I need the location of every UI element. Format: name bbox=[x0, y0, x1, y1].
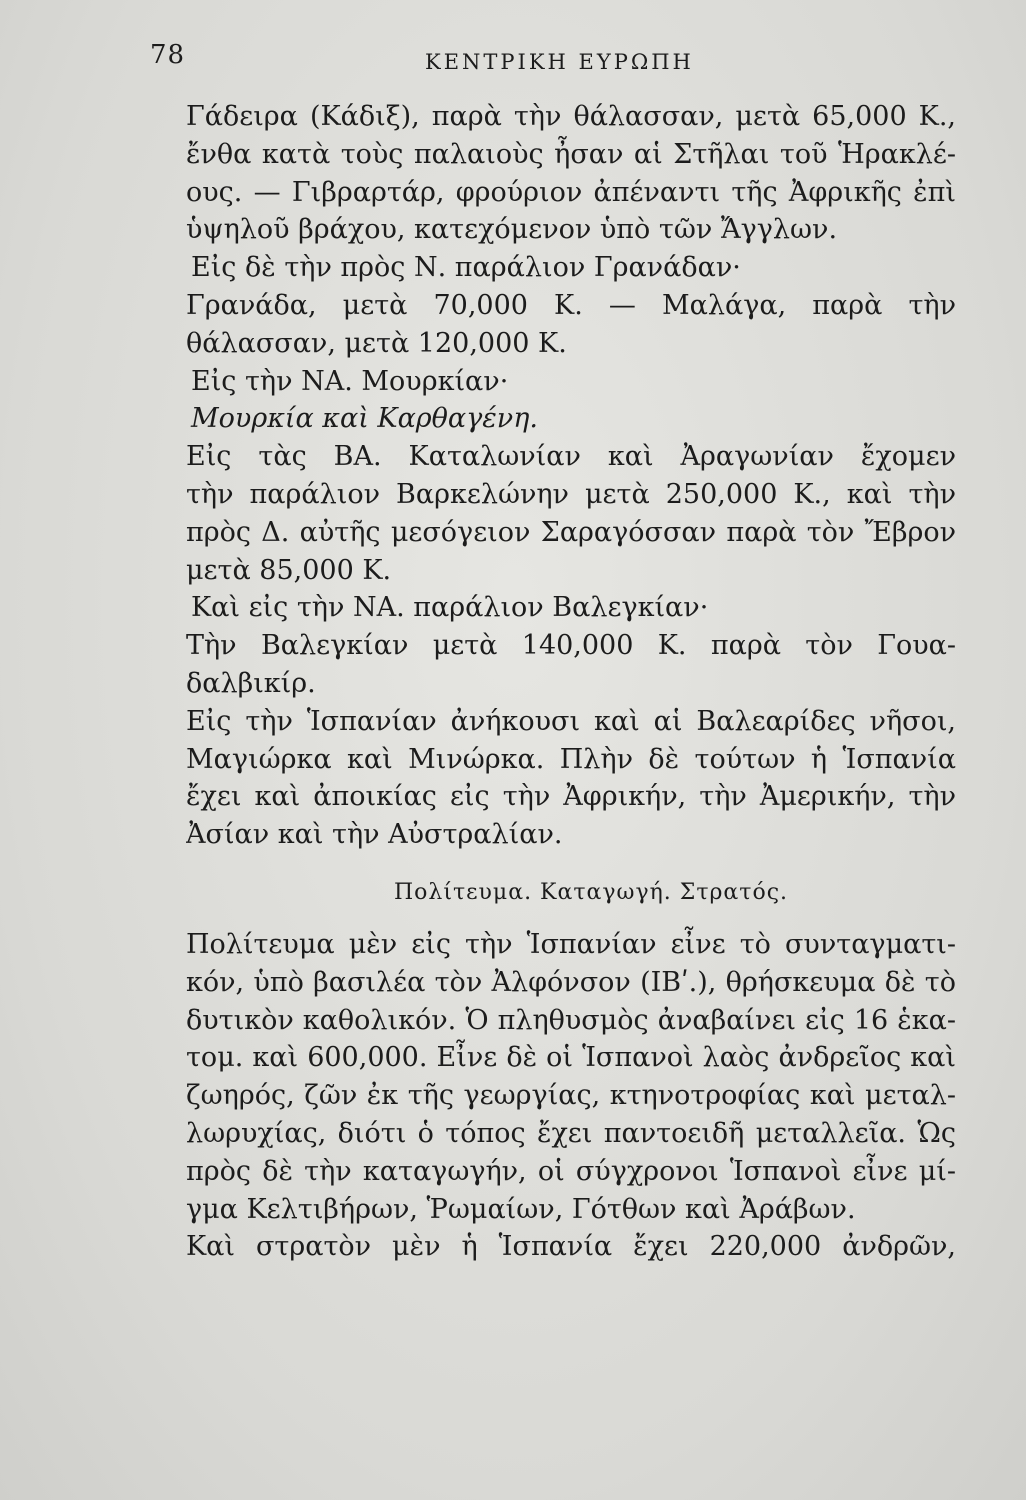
text-line: Εἰς τὰς ΒΑ. Καταλωνίαν καὶ Ἀραγωνίαν ἔχομεν bbox=[186, 441, 956, 473]
running-head: ΚΕΝΤΡΙΚΗ ΕΥΡΩΠΗ bbox=[425, 50, 694, 74]
text-line: ζωηρός, ζῶν ἐκ τῆς γεωργίας, κτηνοτροφίας καὶ μεταλ- bbox=[186, 1080, 956, 1112]
text-line: δυτικὸν καθολικόν. Ὁ πληθυσμὸς ἀναβαίνει εἰς 16 ἑκα- bbox=[186, 1004, 956, 1036]
page-body bbox=[186, 98, 956, 1266]
text-line: Πολίτευμα μὲν εἰς τὴν Ἱσπανίαν εἶνε τὸ συνταγματι- bbox=[186, 928, 956, 960]
text-line: Μουρκία καὶ Καρθαγένη. bbox=[191, 403, 538, 435]
text-line: Καὶ εἰς τὴν ΝΑ. παράλιον Βαλεγκίαν· bbox=[191, 592, 709, 624]
text-line: Εἰς δὲ τὴν πρὸς Ν. παράλιον Γρανάδαν· bbox=[191, 252, 741, 284]
page-number: 78 bbox=[150, 40, 186, 70]
section-title: Πολίτευμα. Καταγωγή. Στρατός. bbox=[393, 879, 789, 905]
text-line: δαλβικίρ. bbox=[186, 667, 316, 699]
text-line: θάλασσαν, μετὰ 120,000 Κ. bbox=[186, 327, 567, 359]
text-line: μετὰ 85,000 Κ. bbox=[186, 554, 392, 586]
text-line: κόν, ὑπὸ βασιλέα τὸν Ἀλφόνσον (ΙΒʹ.), θρήσκευμα δὲ τὸ bbox=[186, 966, 956, 998]
text-line: Τὴν Βαλεγκίαν μετὰ 140,000 Κ. παρὰ τὸν Γουα- bbox=[186, 630, 956, 662]
text-line: ἔνθα κατὰ τοὺς παλαιοὺς ἦσαν αἱ Στῆλαι τοῦ Ἡρακλέ- bbox=[186, 138, 956, 170]
text-line: πρὸς Δ. αὐτῆς μεσόγειον Σαραγόσσαν παρὰ τὸν Ἔβρον bbox=[186, 516, 956, 548]
text-line: Γάδειρα (Κάδιξ), παρὰ τὴν θάλασσαν, μετὰ 65,000 Κ., bbox=[186, 101, 956, 132]
text-line: τὴν παράλιον Βαρκελώνην μετὰ 250,000 Κ., καὶ τὴν bbox=[186, 478, 956, 510]
text-line: Καὶ στρατὸν μὲν ἡ Ἱσπανία ἔχει 220,000 ἀνδρῶν, bbox=[186, 1231, 956, 1263]
text-line: Μαγιώρκα καὶ Μινώρκα. Πλὴν δὲ τούτων ἡ Ἱσπανία bbox=[186, 743, 956, 775]
text-line: λωρυχίας, διότι ὁ τόπος ἔχει παντοειδῆ μεταλλεῖα. Ὡς bbox=[186, 1117, 956, 1149]
text-line: πρὸς δὲ τὴν καταγωγήν, οἱ σύγχρονοι Ἱσπανοὶ εἶνε μί- bbox=[186, 1155, 956, 1187]
text-line: ἔχει καὶ ἀποικίας εἰς τὴν Ἀφρικήν, τὴν Ἀμερικήν, τὴν bbox=[186, 781, 956, 813]
text-line: ὑψηλοῦ βράχου, κατεχόμενον ὑπὸ τῶν Ἄγγλων. bbox=[186, 214, 838, 246]
text-line: Εἰς τὴν ΝΑ. Μουρκίαν· bbox=[191, 365, 509, 397]
text-line: Ἀσίαν καὶ τὴν Αὐστραλίαν. bbox=[186, 819, 563, 851]
page-header bbox=[150, 40, 950, 80]
text-line: τομ. καὶ 600,000. Εἶνε δὲ οἱ Ἱσπανοὶ λαὸς ἀνδρεῖος καὶ bbox=[186, 1042, 956, 1074]
text-line: Γρανάδα, μετὰ 70,000 Κ. — Μαλάγα, παρὰ τὴν bbox=[186, 289, 956, 321]
text-line: Εἰς τὴν Ἱσπανίαν ἀνήκουσι καὶ αἱ Βαλεαρίδες νῆσοι, bbox=[186, 705, 956, 737]
text-line: ους. — Γιβραρτάρ, φρούριον ἀπέναντι τῆς Ἀφρικῆς ἐπὶ bbox=[186, 176, 956, 208]
text-line: γμα Κελτιβήρων, Ῥωμαίων, Γότθων καὶ Ἀράβων. bbox=[186, 1193, 856, 1225]
